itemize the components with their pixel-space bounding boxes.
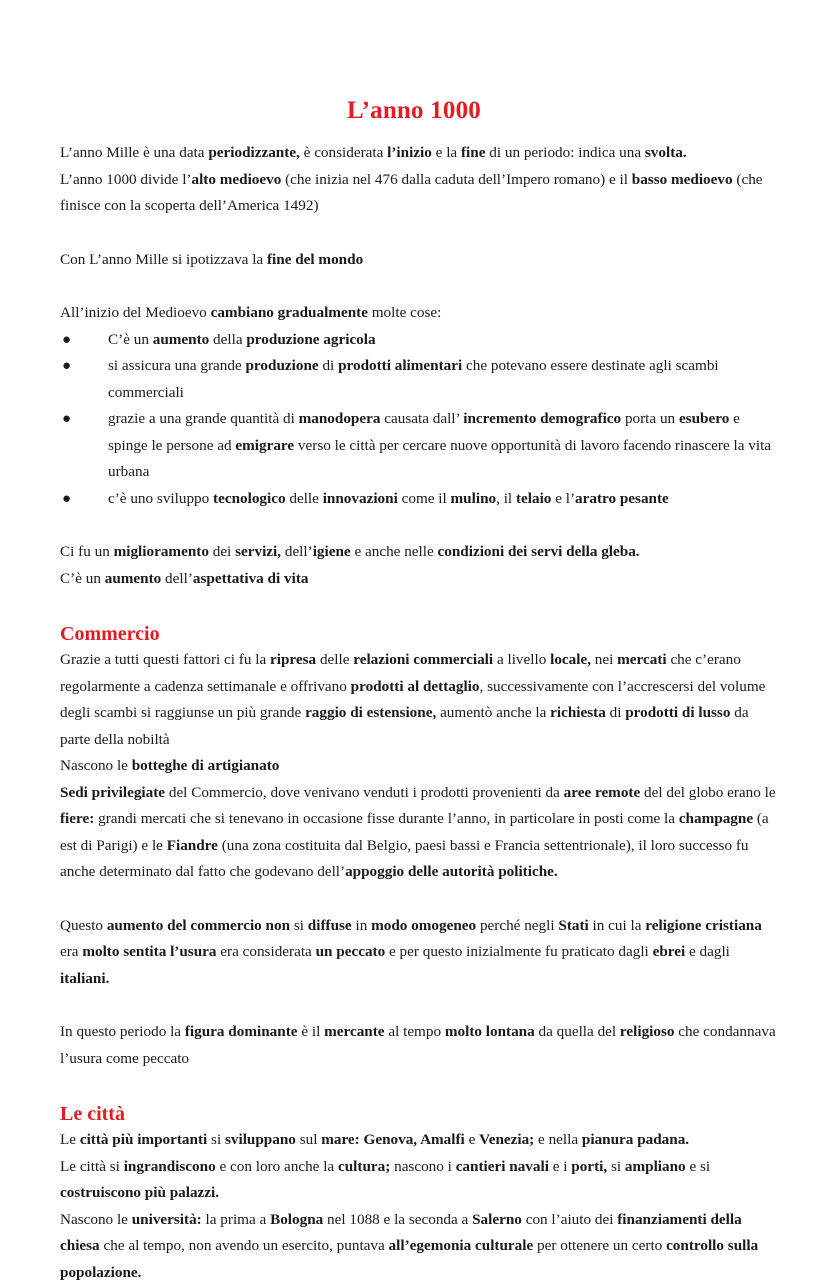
section-paragraph: Nascono le università: la prima a Bologna nel 1088 e la seconda a Salerno con l’aiuto dei finanziamenti della chiesa che al tempo, non avendo un esercito, puntava all’egemonia culturale per ottenere un certo controllo sulla popolazione.	[60, 1207, 776, 1286]
bullet-icon: ●	[62, 353, 71, 380]
after-bullets-line-1: Ci fu un miglioramento dei servizi, dell’igiene e anche nelle condizioni dei servi della gleba.	[60, 539, 776, 566]
list-item-text: grazie a una grande quantità di manodopera causata dall’ incremento demografico porta un esubero e spinge le persone ad emigrare verso le città per cercare nuove opportunità di lavoro facendo rinascere la vita urbana	[108, 410, 771, 480]
spacer	[60, 886, 776, 913]
sections-container	[60, 622, 776, 1286]
intro-line-3: Con L’anno Mille si ipotizzava la fine del mondo	[60, 247, 776, 274]
spacer	[60, 592, 776, 622]
spacer	[60, 273, 776, 300]
after-bullets-line-2: C’è un aumento dell’aspettativa di vita	[60, 566, 776, 593]
intro-block	[60, 140, 776, 327]
section-paragraph: In questo periodo la figura dominante è il mercante al tempo molto lontana da quella del religioso che condannava l’usura come peccato	[60, 1019, 776, 1072]
list-item-text: C’è un aumento della produzione agricola	[108, 331, 376, 348]
bullet-icon: ●	[62, 486, 71, 513]
changes-bullet-list	[60, 327, 776, 513]
spacer	[60, 220, 776, 247]
list-item	[60, 327, 776, 354]
section-heading: Le città	[60, 1102, 776, 1127]
section-paragraph: Nascono le botteghe di artigianato	[60, 753, 776, 780]
list-item-text: si assicura una grande produzione di prodotti alimentari che potevano essere destinate agli scambi commerciali	[108, 357, 719, 401]
section-paragraph: Le città più importanti si sviluppano sul mare: Genova, Amalfi e Venezia; e nella pianura padana.	[60, 1127, 776, 1154]
list-item	[60, 486, 776, 513]
section-heading: Commercio	[60, 622, 776, 647]
spacer	[60, 512, 776, 539]
after-bullets-block	[60, 539, 776, 592]
spacer	[60, 1072, 776, 1102]
section-paragraph: Questo aumento del commercio non si diffuse in modo omogeneo perché negli Stati in cui la religione cristiana era molto sentita l’usura era considerata un peccato e per questo inizialmente fu praticato dagli ebrei e dagli italiani.	[60, 913, 776, 993]
document-body	[60, 140, 776, 1286]
bullet-icon: ●	[62, 406, 71, 433]
section-paragraph: Sedi privilegiate del Commercio, dove venivano venduti i prodotti provenienti da aree remote del del globo erano le fiere: grandi mercati che si tenevano in occasione fisse durante l’anno, in particolare in posti come la champagne (a est di Parigi) e le Fiandre (una zona costituita dal Belgio, paesi bassi e Francia settentrionale), il loro successo fu anche determinato dal fatto che godevano dell’appoggio delle autorità politiche.	[60, 780, 776, 886]
page-title: L’anno 1000	[0, 0, 828, 125]
list-item	[60, 406, 776, 486]
bullet-icon: ●	[62, 327, 71, 354]
intro-line-2: L’anno 1000 divide l’alto medioevo (che inizia nel 476 dalla caduta dell’Impero romano) e il basso medioevo (che finisce con la scoperta dell’America 1492)	[60, 167, 776, 220]
spacer	[60, 992, 776, 1019]
section-paragraph: Le città si ingrandiscono e con loro anche la cultura; nascono i cantieri navali e i porti, si ampliano e si costruiscono più palazzi.	[60, 1154, 776, 1207]
intro-line-1: L’anno Mille è una data periodizzante, è considerata l’inizio e la fine di un periodo: indica una svolta.	[60, 140, 776, 167]
section-paragraph: Grazie a tutti questi fattori ci fu la ripresa delle relazioni commerciali a livello locale, nei mercati che c’erano regolarmente a cadenza settimanale e offrivano prodotti al dettaglio, successivamente con l’accrescersi del volume degli scambi si raggiunse un più grande raggio di estensione, aumentò anche la richiesta di prodotti di lusso da parte della nobiltà	[60, 647, 776, 753]
document-section	[60, 622, 776, 1072]
list-item	[60, 353, 776, 406]
intro-line-4: All’inizio del Medioevo cambiano gradualmente molte cose:	[60, 300, 776, 327]
list-item-text: c’è uno sviluppo tecnologico delle innovazioni come il mulino, il telaio e l’aratro pesante	[108, 490, 669, 507]
document-section	[60, 1102, 776, 1286]
